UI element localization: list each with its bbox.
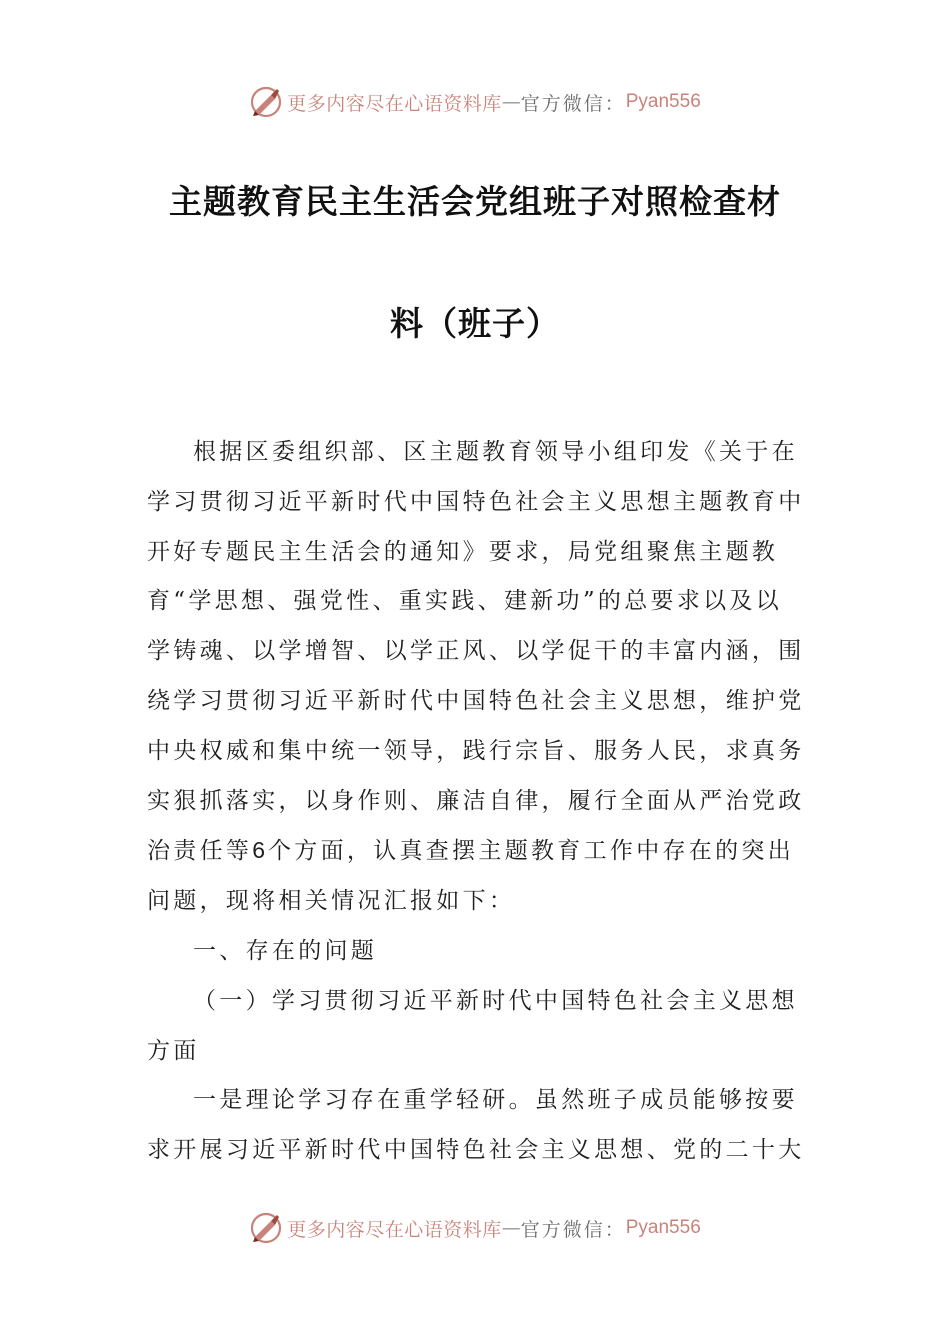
- site-name: 更多内容尽在心语资料库: [287, 92, 502, 115]
- wechat-label: 官方微信：: [520, 1218, 626, 1241]
- header-banner: [0, 82, 950, 122]
- body-paragraph: 一是理论学习存在重学轻研。虽然班子成员能够按要求开展习近平新时代中国特色社会主义思想、党的二十大: [147, 1087, 805, 1164]
- intro-paragraph: [147, 428, 807, 927]
- pen-logo-icon: [249, 1211, 283, 1245]
- banner-dash: —: [501, 1217, 521, 1239]
- footer-banner: [0, 1208, 950, 1248]
- document-body: [147, 428, 807, 1176]
- intro-number: 6: [252, 837, 268, 864]
- wechat-id: Pyan556: [625, 91, 701, 112]
- banner-dash: —: [501, 91, 521, 113]
- wechat-label: 官方微信：: [520, 92, 626, 115]
- pen-logo-icon: [249, 85, 283, 119]
- intro-text-b: 个方面，认真查摆主题教育工作中存在的突出问题，现将相关情况汇报如下：: [147, 838, 794, 915]
- document-title-line1: 主题教育民主生活会党组班子对照检查材: [169, 182, 781, 221]
- site-name: 更多内容尽在心语资料库: [287, 1218, 502, 1241]
- section-heading: 一、存在的问题: [193, 937, 378, 964]
- wechat-id: Pyan556: [625, 1217, 701, 1238]
- subsection-heading: （一）学习贯彻习近平新时代中国特色社会主义思想方面: [147, 987, 798, 1064]
- document-title-line2: 料（班子）: [390, 304, 560, 343]
- intro-text-a: 根据区委组织部、区主题教育领导小组印发《关于在学习贯彻习近平新时代中国特色社会主义思想主题教育中开好专题民主生活会的通知》要求，局党组聚焦主题教育“学思想、强党性、重实践、建新功”的总要求以及以学铸魂、以学增智、以学正风、以学促干的丰富内涵，围绕学习贯彻习近平新时代中国特色社会主义思想，维护党中央权威和集中统一领导，践行宗旨、服务人民，求真务实狠抓落实，以身作则、廉洁自律，履行全面从严治党政治责任等: [147, 439, 805, 865]
